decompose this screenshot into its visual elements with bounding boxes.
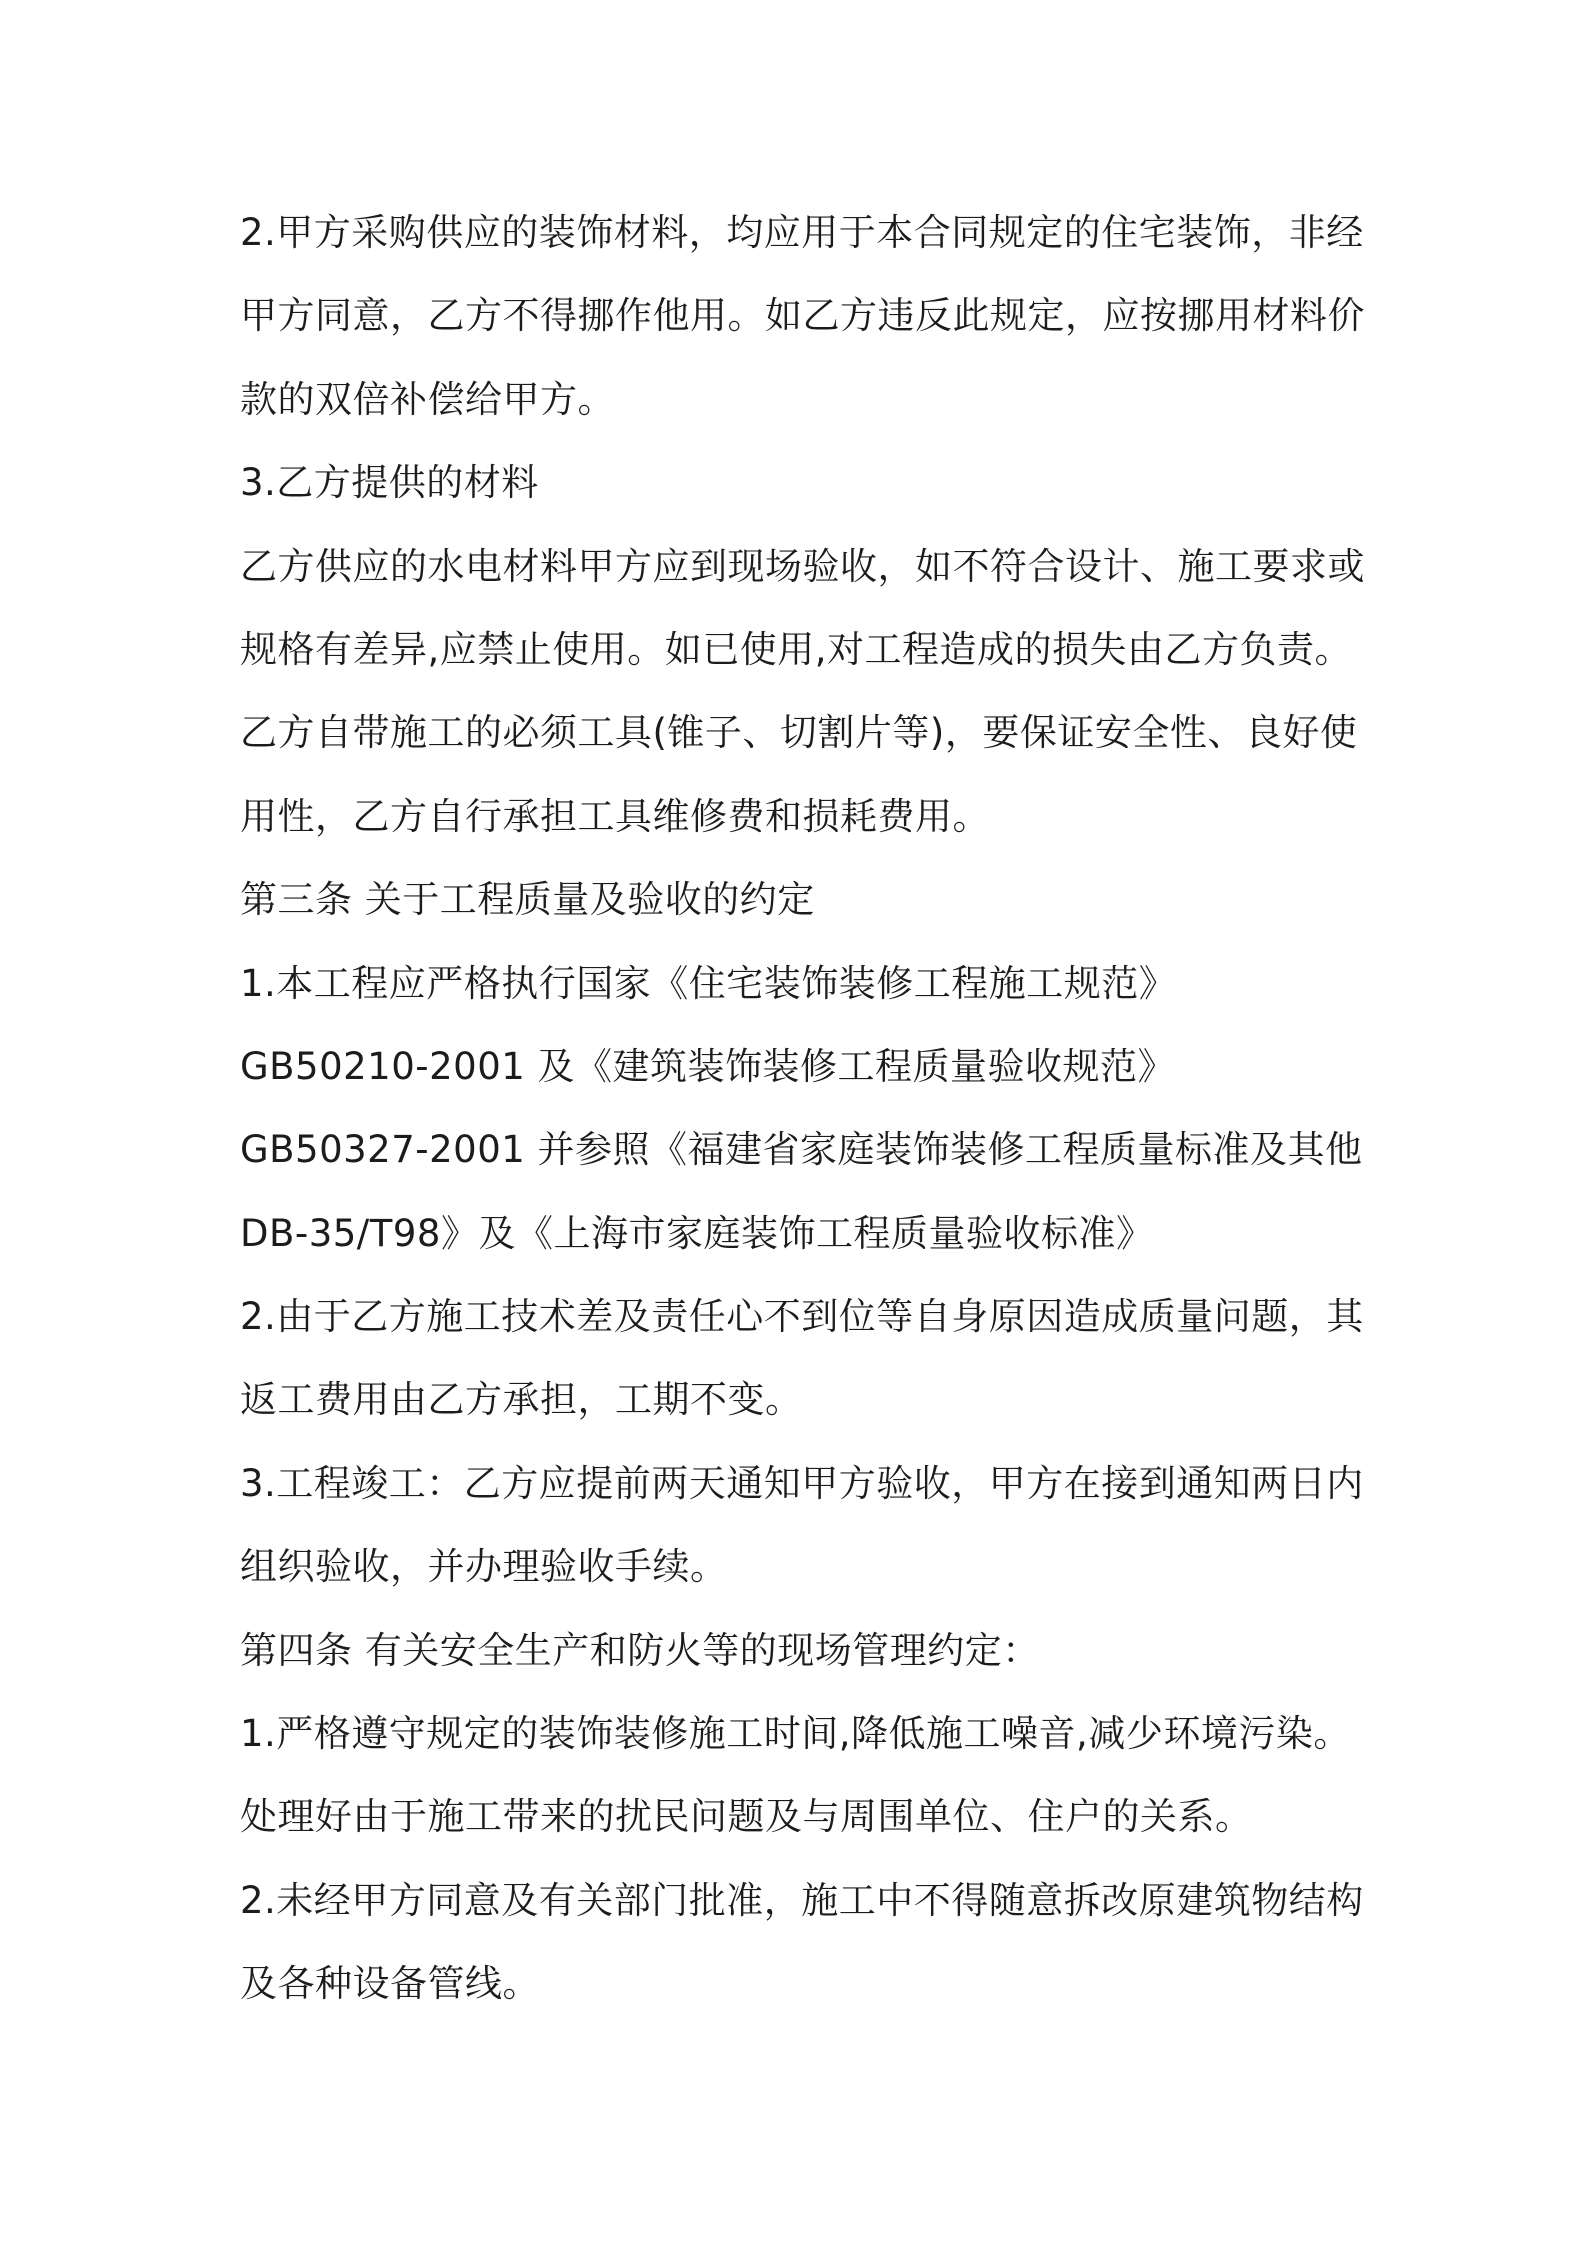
text-line: GB50327-2001 并参照《福建省家庭装饰装修工程质量标准及其他	[240, 1128, 1363, 1172]
text-line: 甲方同意，乙方不得挪作他用。如乙方违反此规定，应按挪用材料价	[240, 294, 1365, 338]
text-line: 返工费用由乙方承担，工期不变。	[240, 1378, 803, 1422]
text-line: 乙方自带施工的必须工具(锥子、切割片等)，要保证安全性、良好使	[240, 711, 1358, 755]
text-line: 3.乙方提供的材料	[240, 461, 539, 505]
text-line: 1.本工程应严格执行国家《住宅装饰装修工程施工规范》	[240, 961, 1177, 1005]
document-body	[240, 197, 1370, 2032]
text-line: 处理好由于施工带来的扰民问题及与周围单位、住户的关系。	[240, 1795, 1253, 1839]
text-line: 用性，乙方自行承担工具维修费和损耗费用。	[240, 794, 990, 838]
text-line: 及各种设备管线。	[240, 1962, 540, 2006]
text-line: DB-35/T98》及《上海市家庭装饰工程质量验收标准》	[240, 1211, 1154, 1255]
text-line: 款的双倍补偿给甲方。	[240, 377, 615, 421]
text-line: 3.工程竣工：乙方应提前两天通知甲方验收，甲方在接到通知两日内	[240, 1461, 1364, 1505]
section-heading: 第四条 有关安全生产和防火等的现场管理约定：	[240, 1628, 1040, 1672]
section-heading: 第三条 关于工程质量及验收的约定	[240, 878, 815, 922]
text-line: 组织验收，并办理验收手续。	[240, 1545, 728, 1589]
text-line: 2.甲方采购供应的装饰材料，均应用于本合同规定的住宅装饰，非经	[240, 211, 1364, 254]
text-line: 2.由于乙方施工技术差及责任心不到位等自身原因造成质量问题，其	[240, 1295, 1364, 1339]
text-line: 2.未经甲方同意及有关部门批准，施工中不得随意拆改原建筑物结构	[240, 1878, 1364, 1922]
text-line: GB50210-2001 及《建筑装饰装修工程质量验收规范》	[240, 1044, 1176, 1088]
text-line: 1.严格遵守规定的装饰装修施工时间,降低施工噪音,减少环境污染。	[240, 1712, 1351, 1756]
text-line: 乙方供应的水电材料甲方应到现场验收，如不符合设计、施工要求或	[240, 544, 1365, 588]
text-line: 规格有差异,应禁止使用。如已使用,对工程造成的损失由乙方负责。	[240, 627, 1353, 671]
